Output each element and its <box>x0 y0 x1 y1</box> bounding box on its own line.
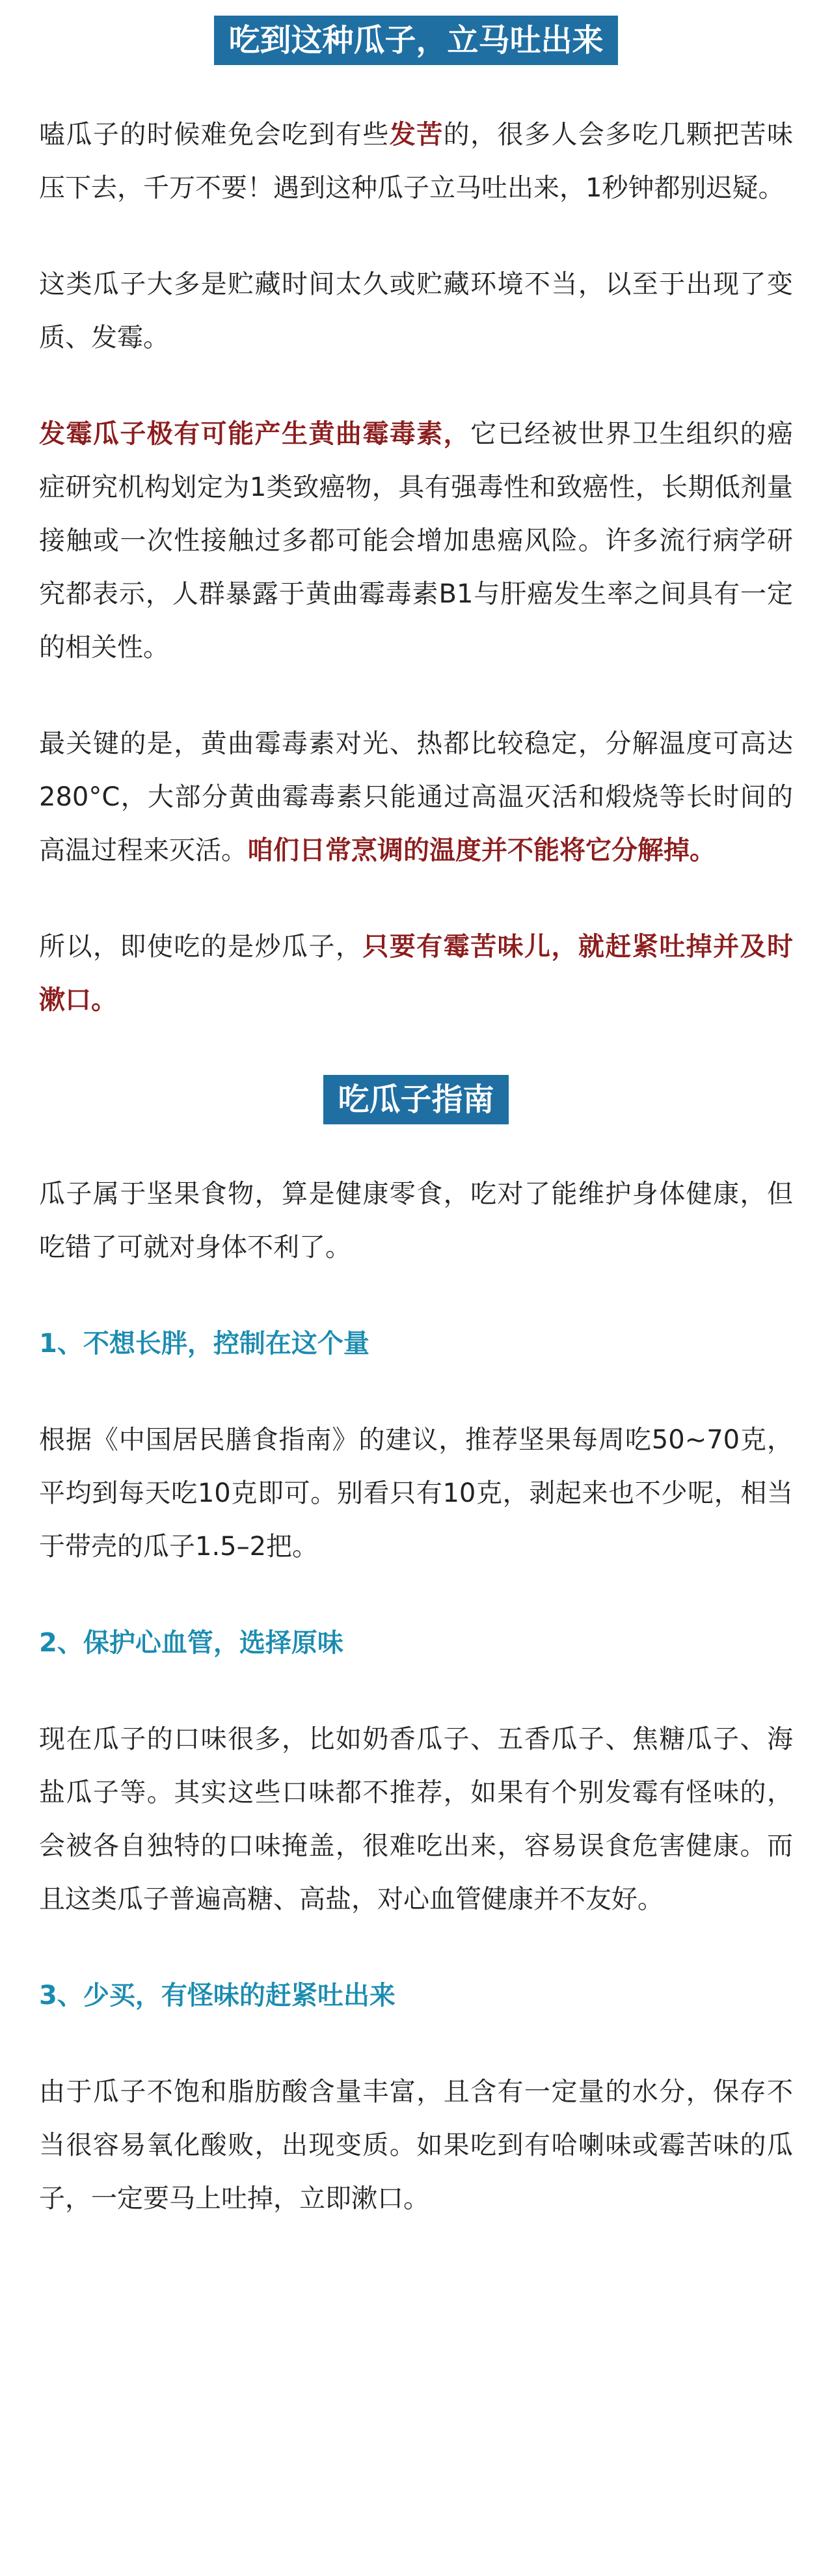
text: 它已经被世界卫生组织的癌症研究机构划定为1类致癌物，具有强毒性和致癌性，长期低剂量接触或一次性接触过多都可能会增加患癌风险。许多流行病学研究都表示，人群暴露于黄曲霉毒素B1与肝癌发生率之间具有一定的相关性。 <box>39 419 794 662</box>
guide-item-text: 由于瓜子不饱和脂肪酸含量丰富，且含有一定量的水分，保存不当很容易氧化酸败，出现变质。如果吃到有哈喇味或霉苦味的瓜子，一定要马上吐掉，立即漱口。 <box>39 2077 793 2214</box>
guide-item-title: 1、不想长胖，控制在这个量 <box>39 1329 369 1359</box>
text: 所以，即使吃的是炒瓜子， <box>39 932 363 962</box>
text: 的，很多人会多吃几颗把苦味压下去，千万不要！遇到这种瓜子立马吐出来，1秒钟都别迟疑。 <box>39 120 794 203</box>
emphasis-text: 发苦 <box>389 120 444 150</box>
text: 嗑瓜子的时候难免会吃到有些 <box>39 120 390 150</box>
emphasis-text: 只要有霉苦味儿，就赶紧吐掉并及时漱口。 <box>39 932 794 1015</box>
paragraph-storage-cause: 这类瓜子大多是贮藏时间太久或贮藏环境不当，以至于出现了变质、发霉。 <box>39 269 793 353</box>
guide-item-title: 3、少买，有怪味的赶紧吐出来 <box>39 1981 396 2011</box>
guide-item-title: 2、保护心血管，选择原味 <box>39 1628 343 1658</box>
paragraph-aflatoxin <box>39 407 793 674</box>
article <box>39 16 793 2225</box>
text: 最关键的是，黄曲霉毒素对光、热都比较稳定，分解温度可高达280°C，大部分黄曲霉毒素只能通过高温灭活和煅烧等长时间的高温过程来灭活。 <box>39 729 793 865</box>
paragraph-conclusion <box>39 920 793 1027</box>
emphasis-text: 咱们日常烹调的温度并不能将它分解掉。 <box>247 835 716 865</box>
guide-item-text: 根据《中国居民膳食指南》的建议，推荐坚果每周吃50~70克，平均到每天吃10克即可。别看只有10克，剥起来也不少呢，相当于带壳的瓜子1.5–2把。 <box>39 1425 793 1562</box>
section-heading-wrap <box>39 1075 793 1124</box>
emphasis-text: 发霉瓜子极有可能产生黄曲霉毒素， <box>39 419 471 449</box>
section-heading-wrap <box>39 16 793 65</box>
paragraph-guide-intro: 瓜子属于坚果食物，算是健康零食，吃对了能维护身体健康，但吃错了可就对身体不利了。 <box>39 1179 793 1262</box>
paragraph-bitter-seeds <box>39 108 793 215</box>
section-heading-guide: 吃瓜子指南 <box>323 1075 508 1124</box>
guide-item-text: 现在瓜子的口味很多，比如奶香瓜子、五香瓜子、焦糖瓜子、海盐瓜子等。其实这些口味都不推荐，如果有个别发霉有怪味的，会被各自独特的口味掩盖，很难吃出来，容易误食危害健康。而且这类瓜子普遍高糖、高盐，对心血管健康并不友好。 <box>39 1724 793 1914</box>
section-heading-spit-out: 吃到这种瓜子，立马吐出来 <box>214 16 617 65</box>
paragraph-heat-stability <box>39 717 793 877</box>
